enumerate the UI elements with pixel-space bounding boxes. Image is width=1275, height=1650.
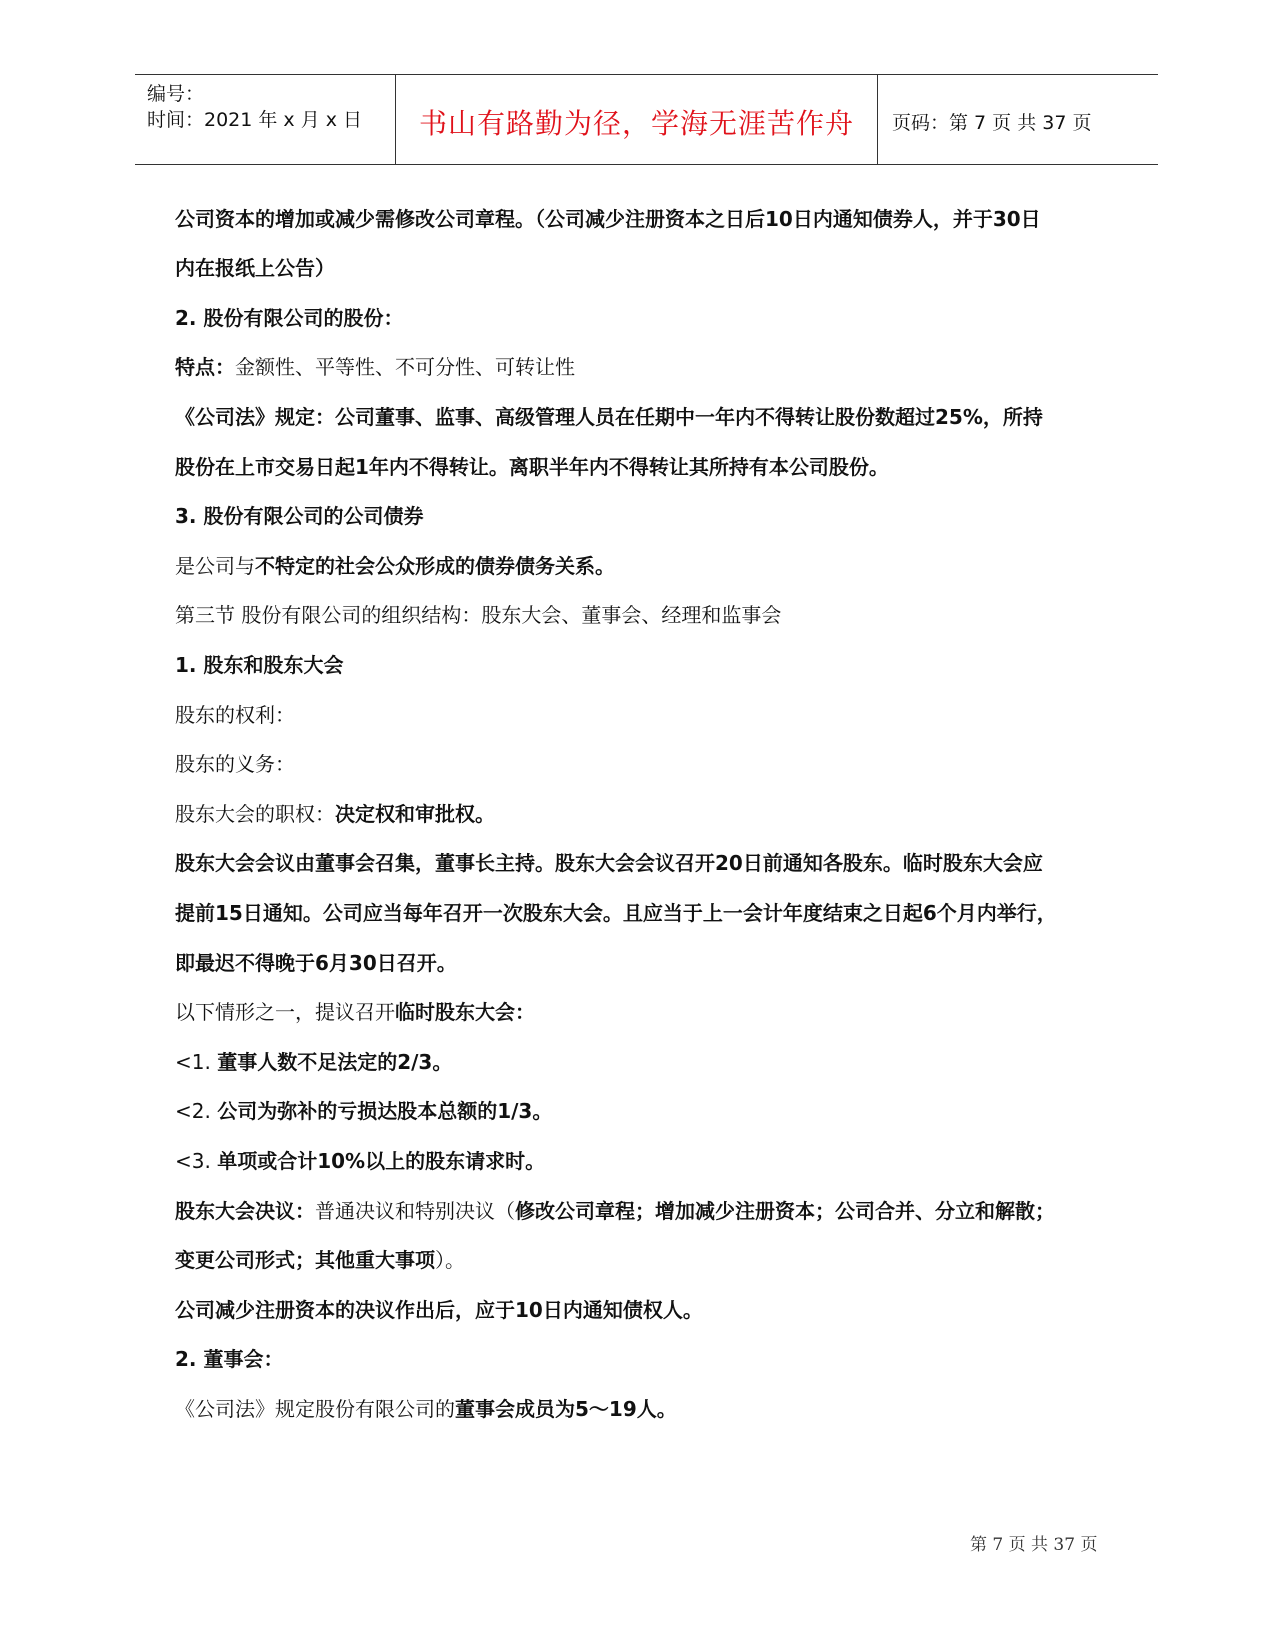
bold-text: 不特定的社会公众形成的债券债务关系。 bbox=[255, 554, 615, 578]
list-item bbox=[175, 1097, 552, 1125]
paragraph-line bbox=[175, 849, 1043, 877]
bold-text: 提前15日通知。公司应当每年召开一次股东大会。且应当于上一会计年度结束之日起6个月内举行， bbox=[175, 901, 1057, 925]
regular-text: 股东的权利： bbox=[175, 703, 295, 727]
bold-text: 董事会成员为5～19人。 bbox=[455, 1397, 677, 1421]
bold-text: 公司减少注册资本的决议作出后，应于10日内通知债权人。 bbox=[175, 1298, 703, 1322]
page-footer: 第 7 页 共 37 页 bbox=[970, 1535, 1098, 1555]
paragraph-line bbox=[175, 750, 295, 778]
bold-text: 股东大会会议由董事会召集，董事长主持。股东大会会议召开20日前通知各股东。临时股东大会应 bbox=[175, 851, 1043, 875]
bold-text: 公司资本的增加或减少需修改公司章程。（公司减少注册资本之日后10日内通知债券人，并于30日 bbox=[175, 207, 1041, 231]
paragraph-line bbox=[175, 1246, 465, 1274]
section-heading bbox=[175, 304, 403, 332]
bold-text: 股份在上市交易日起1年内不得转让。离职半年内不得转让其所持有本公司股份。 bbox=[175, 455, 889, 479]
regular-text: 是公司与 bbox=[175, 554, 255, 578]
list-item bbox=[175, 1147, 545, 1175]
paragraph-line bbox=[175, 1197, 1055, 1225]
regular-text: 股东的义务： bbox=[175, 752, 295, 776]
paragraph-line bbox=[175, 701, 295, 729]
paragraph-line bbox=[175, 800, 495, 828]
section-heading bbox=[175, 502, 423, 530]
bold-text: 特点： bbox=[175, 355, 235, 379]
paragraph-line bbox=[175, 552, 615, 580]
page-header bbox=[135, 74, 1158, 165]
bold-text: 《公司法》规定：公司董事、监事、高级管理人员在任期中一年内不得转让股份数超过25%，所持 bbox=[175, 405, 1043, 429]
paragraph-line bbox=[175, 254, 335, 282]
list-marker: <2. bbox=[175, 1099, 218, 1123]
regular-text: 以下情形之一，提议召开 bbox=[175, 1000, 395, 1024]
document-number-label: 编号： bbox=[147, 83, 205, 105]
paragraph-line bbox=[175, 998, 535, 1026]
paragraph-line bbox=[175, 1395, 677, 1423]
header-page-label: 页码：第 7 页 共 37 页 bbox=[892, 112, 1092, 134]
document-time-label: 时间：2021 年 x 月 x 日 bbox=[147, 109, 363, 131]
regular-text: ）。 bbox=[435, 1248, 465, 1272]
paragraph-line bbox=[175, 403, 1043, 431]
bold-text: 股东大会决议： bbox=[175, 1199, 315, 1223]
bold-text: 2. 股份有限公司的股份： bbox=[175, 306, 404, 330]
regular-text: 第三节 股份有限公司的组织结构：股东大会、董事会、经理和监事会 bbox=[175, 603, 782, 627]
bold-text: 单项或合计10%以上的股东请求时。 bbox=[217, 1149, 546, 1173]
regular-text: 金额性、平等性、不可分性、可转让性 bbox=[235, 355, 575, 379]
bold-text: 2. 董事会： bbox=[175, 1347, 284, 1371]
paragraph-line bbox=[175, 1296, 703, 1324]
list-item bbox=[175, 1048, 452, 1076]
header-right-cell bbox=[878, 75, 1158, 164]
regular-text: 《公司法》规定股份有限公司的 bbox=[175, 1397, 455, 1421]
section-heading bbox=[175, 1345, 283, 1373]
list-marker: <1. bbox=[175, 1050, 218, 1074]
bold-text: 公司为弥补的亏损达股本总额的1/3。 bbox=[217, 1099, 553, 1123]
section-heading bbox=[175, 651, 343, 679]
section-title bbox=[175, 601, 781, 629]
regular-text: 普通决议和特别决议（ bbox=[315, 1199, 515, 1223]
paragraph-line bbox=[175, 453, 889, 481]
bold-text: 即最迟不得晚于6月30日召开。 bbox=[175, 951, 457, 975]
bold-text: 修改公司章程；增加减少注册资本；公司合并、分立和解散； bbox=[515, 1199, 1055, 1223]
paragraph-line bbox=[175, 205, 1041, 233]
header-motto: 书山有路勤为径，学海无涯苦作舟 bbox=[418, 107, 854, 140]
bold-text: 变更公司形式；其他重大事项 bbox=[175, 1248, 435, 1272]
regular-text: 股东大会的职权： bbox=[175, 802, 335, 826]
paragraph-line bbox=[175, 899, 1057, 927]
paragraph-line bbox=[175, 949, 457, 977]
bold-text: 决定权和审批权。 bbox=[335, 802, 495, 826]
list-marker: <3. bbox=[175, 1149, 218, 1173]
bold-text: 内在报纸上公告） bbox=[175, 256, 335, 280]
bold-text: 3. 股份有限公司的公司债券 bbox=[175, 504, 424, 528]
bold-text: 董事人数不足法定的2/3。 bbox=[217, 1050, 453, 1074]
header-left-cell bbox=[135, 75, 396, 164]
header-middle-cell bbox=[396, 75, 878, 164]
paragraph-line bbox=[175, 353, 575, 381]
bold-text: 1. 股东和股东大会 bbox=[175, 653, 344, 677]
bold-text: 临时股东大会： bbox=[395, 1000, 535, 1024]
